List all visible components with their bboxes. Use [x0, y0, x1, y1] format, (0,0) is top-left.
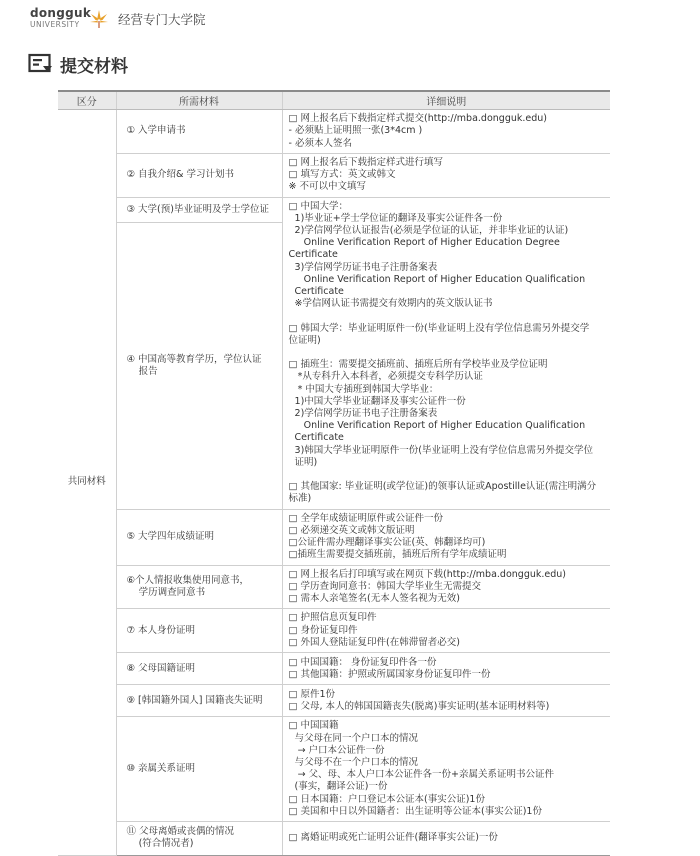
lotus-logo-icon [88, 8, 110, 30]
material-detail: □ 中国国籍： 身份证复印件各一份 □ 其他国籍：护照或所属国家身份证复印件一份 [282, 653, 610, 685]
page-title: 提交材料 [60, 57, 128, 77]
material-detail: □ 网上报名后下载指定样式提交(http://mba.dongguk.edu) - 必须贴上证明照一张(3*4cm ) - 必须本人签名 [282, 110, 610, 154]
column-header-detail: 详细说明 [282, 91, 610, 110]
table-row [58, 154, 610, 198]
material-detail: □ 网上报名后下载指定样式进行填写 □ 填写方式：英文或韩文 ※ 不可以中文填写 [282, 154, 610, 198]
category-cell: 共同材料 [58, 110, 116, 856]
document-icon [28, 53, 54, 75]
material-detail: □ 离婚证明或死亡证明公证件(翻译事实公证)一份 [282, 821, 610, 855]
material-detail: □ 中国大学： 1)毕业证+学士学位证的翻译及事实公证件各一份 2)学信网学位认证报告(必须是学位证的认证，并非毕业证的认证) Online Verification Report of Higher Education Degree Certificate 3)学信网学历证书电子注册备案表 Online Verification Report of Higher Education Qualification Certificate ※学信网认证书需提交有效期内的英文版认证书 □ 韩国大学：毕业证明原件一份(毕业证明上没有学位信息需另外提交学 位证明) □ 插班生：需要提交插班前、插班后所有学校毕业及学位证明 *从专科升入本科者，必须提交专科学历认证 * 中国大专插班到韩国大学毕业： 1)中国大学毕业证翻译及事实公证件一份 2)学信网学历证书电子注册备案表 Online Verification Report of Higher Education Qualification Certificate 3)韩国大学毕业证明原件一份(毕业证明上没有学位信息需另外提交学位 证明) □ 其他国家: 毕业证明(或学位证)的领事认证或Apostille认证(需注明满分 标准) [282, 197, 610, 509]
column-header-material: 所需材料 [116, 91, 282, 110]
material-name: ⑪ 父母离婚或丧偶的情况 (符合情况者) [116, 821, 282, 855]
table-row [58, 110, 610, 154]
table-row [58, 609, 610, 653]
material-detail: □ 原件1份 □ 父母, 本人的韩国国籍丧失(脱离)事实证明(基本证明材料等) [282, 685, 610, 717]
material-name: ④ 中国高等教育学历，学位认证 报告 [116, 223, 282, 509]
table-row [58, 565, 610, 609]
material-name: ⑥个人情报收集使用同意书， 学历调查同意书 [116, 565, 282, 609]
table-row [58, 509, 610, 565]
university-logo[interactable] [30, 8, 90, 30]
materials-table [58, 90, 610, 856]
material-detail: □ 中国国籍 与父母在同一个户口本的情况 → 户口本公证件一份 与父母不在一个户口本的情况 → 父、母、本人户口本公证件各一份+亲属关系证明书公证件 (事实，翻译公证)一份 □ 日本国籍：户口登记本公证本(事实公证)1份 □ 美国和中日以外国籍者：出生证明等公证本(事实公证)1份 [282, 717, 610, 822]
material-name: ⑤ 大学四年成绩证明 [116, 509, 282, 565]
material-name: ③ 大学(预)毕业证明及学士学位证 [116, 197, 282, 223]
material-detail: □ 全学年成绩证明原件或公证件一份 □ 必须递交英文或韩文版证明 □公证件需办理翻译事实公证(英、韩翻译均可) □插班生需要提交插班前，插班后所有学年成绩证明 [282, 509, 610, 565]
table-row [58, 717, 610, 822]
material-name: ⑩ 亲属关系证明 [116, 717, 282, 822]
logo-sub-text: UNIVERSITY [30, 20, 80, 29]
table-row [58, 653, 610, 685]
material-detail: □ 护照信息页复印件 □ 身份证复印件 □ 外国人登陆证复印件(在韩滞留者必交) [282, 609, 610, 653]
material-detail: □ 网上报名后打印填写或在网页下载(http://mba.dongguk.edu) □ 学历查询同意书：韩国大学毕业生无需提交 □ 需本人亲笔签名(无本人签名视为无效) [282, 565, 610, 609]
table-row [58, 685, 610, 717]
material-name: ⑨ [韩国籍外国人] 国籍丧失证明 [116, 685, 282, 717]
material-name: ⑧ 父母国籍证明 [116, 653, 282, 685]
column-header-category: 区分 [58, 91, 116, 110]
material-name: ② 自我介绍& 学习计划书 [116, 154, 282, 198]
material-name: ① 入学申请书 [116, 110, 282, 154]
material-name: ⑦ 本人身份证明 [116, 609, 282, 653]
table-row [58, 821, 610, 855]
school-name: 经营专门大学院 [118, 12, 206, 27]
table-header-row [58, 91, 610, 110]
logo-main-text: dongguk [30, 6, 92, 20]
table-row [58, 197, 610, 223]
